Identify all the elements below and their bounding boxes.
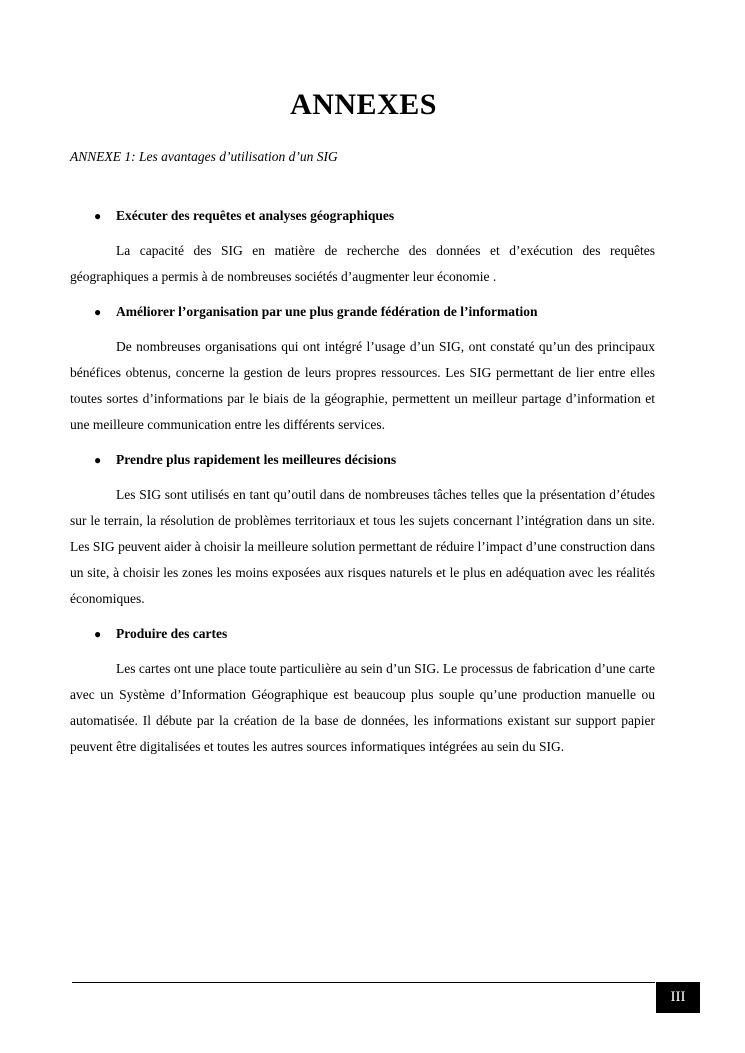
section-heading-text: Exécuter des requêtes et analyses géographiques xyxy=(116,208,395,223)
bullet-icon: ● xyxy=(94,305,102,319)
section-body: Les SIG sont utilisés en tant qu’outil dans de nombreuses tâches telles que la présentation d’études sur le terrain, la résolution de problèmes territoriaux et tous les sujets concernant l’intégration dans un site. Les SIG peuvent aider à choisir la meilleure solution permettant de réduire l’impact d’une construction dans un site, à choisir les zones les moins exposées aux risques naturels et le plus en adéquation avec les réalités économiques. xyxy=(70,487,655,606)
section-cartes xyxy=(70,621,655,760)
section-heading-text: Améliorer l’organisation par une plus grande fédération de l’information xyxy=(116,304,538,319)
annex-content xyxy=(70,203,655,769)
page-number: III xyxy=(656,982,700,1013)
section-heading xyxy=(70,447,655,473)
section-heading xyxy=(70,299,655,325)
section-heading xyxy=(70,621,655,647)
section-body: La capacité des SIG en matière de recherche des données et d’exécution des requêtes géographiques a permis à de nombreuses sociétés d’augmenter leur économie . xyxy=(70,243,655,284)
section-requetes xyxy=(70,203,655,290)
section-heading-text: Produire des cartes xyxy=(116,626,228,641)
page-title: ANNEXES xyxy=(290,88,437,121)
section-heading xyxy=(70,203,655,229)
bullet-icon: ● xyxy=(94,453,102,467)
section-body: De nombreuses organisations qui ont intégré l’usage d’un SIG, ont constaté qu’un des principaux bénéfices obtenus, concerne la gestion de leurs propres ressources. Les SIG permettant de lier entre elles toutes sortes d’informations par le biais de la géographie, permettent un meilleur partage d’information et une meilleure communication entre les différents services. xyxy=(70,339,655,432)
bullet-icon: ● xyxy=(94,627,102,641)
section-decisions xyxy=(70,447,655,612)
section-body: Les cartes ont une place toute particulière au sein d’un SIG. Le processus de fabrication d’une carte avec un Système d’Information Géographique est beaucoup plus souple qu’une production manuelle ou automatisée. Il débute par la création de la base de données, les informations existant sur support papier peuvent être digitalisées et toutes les autres sources informatiques intégrées au sein du SIG. xyxy=(70,661,655,754)
annex-subtitle: ANNEXE 1: Les avantages d’utilisation d’un SIG xyxy=(70,149,338,164)
section-heading-text: Prendre plus rapidement les meilleures décisions xyxy=(116,452,397,467)
footer-divider xyxy=(72,982,655,983)
section-organisation xyxy=(70,299,655,438)
bullet-icon: ● xyxy=(94,209,102,223)
